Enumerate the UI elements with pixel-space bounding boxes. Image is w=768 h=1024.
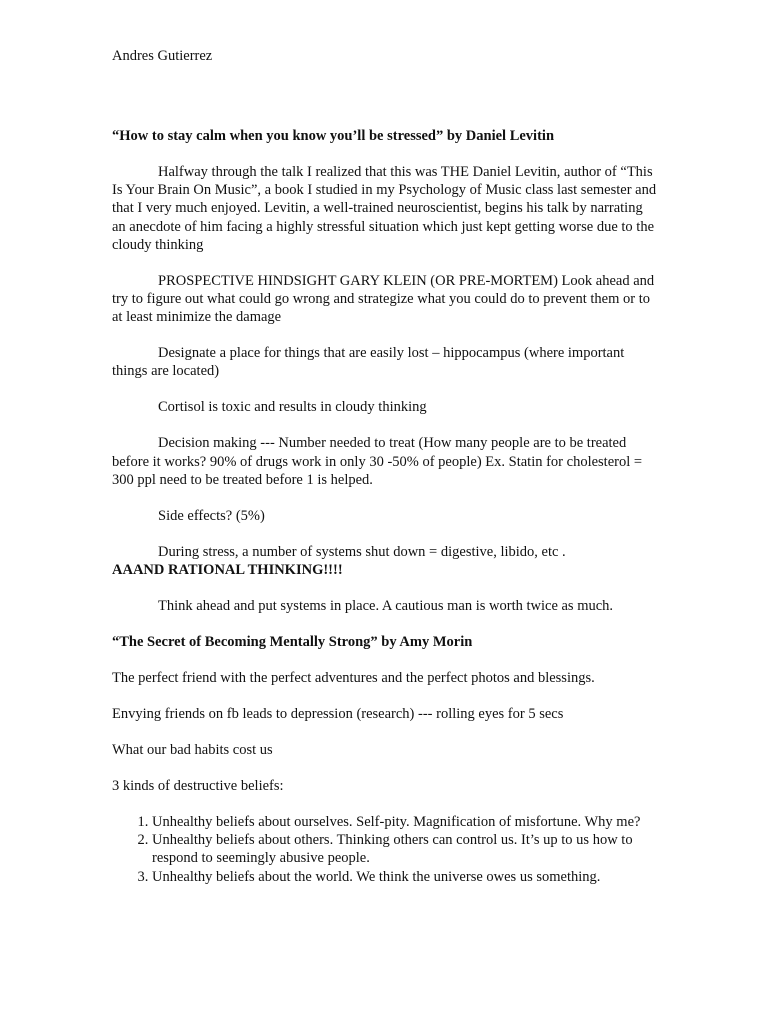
paragraph-think-ahead: Think ahead and put systems in place. A cautious man is worth twice as much. [158,598,614,615]
line-bad-habits: What our bad habits cost us [112,742,273,759]
paragraph-prospective-hindsight: PROSPECTIVE HINDSIGHT GARY KLEIN (OR PRE-MORTEM) Look ahead and try to figure out what could go wrong and strategize what you could do to prevent them or to at least minimize the damage [112,272,655,326]
paragraph-designate-place: Designate a place for things that are easily lost – hippocampus (where important things are located) [112,345,625,380]
document-body [112,127,657,886]
line-destructive-beliefs: 3 kinds of destructive beliefs: [112,778,284,795]
line-envying-friends: Envying friends on fb leads to depression (research) --- rolling eyes for 5 secs [112,706,564,723]
paragraph-levitin-intro: Halfway through the talk I realized that this was THE Daniel Levitin, author of “This Is Your Brain On Music”, a book I studied in my Psychology of Music class last semester and that I very much enjoyed. Levitin, a well-trained neuroscientist, begins his talk by narrating an anecdote of him facing a highly stressful situation which just kept getting worse due to the cloudy thinking [112,164,657,253]
list-item: 2. Unhealthy beliefs about others. Thinking others can control us. It’s up to us how to respond to seemingly abusive people. [152,831,657,867]
paragraph-side-effects: Side effects? (5%) [158,507,265,524]
stress-text: During stress, a number of systems shut down = digestive, libido, etc . [158,543,566,560]
beliefs-list [112,813,657,886]
talk-title-morin: “The Secret of Becoming Mentally Strong” by Amy Morin [112,634,473,651]
list-item: 1. Unhealthy beliefs about ourselves. Self-pity. Magnification of misfortune. Why me? [152,813,657,831]
talk-title-levitin: “How to stay calm when you know you’ll be stressed” by Daniel Levitin [112,128,555,144]
paragraph-stress [112,543,657,579]
author-name: Andres Gutierrez [112,48,213,64]
list-item: 3. Unhealthy beliefs about the world. We think the universe owes us something. [152,868,657,886]
rational-thinking-text: AAAND RATIONAL THINKING!!!! [112,562,343,579]
paragraph-cortisol: Cortisol is toxic and results in cloudy thinking [158,399,427,416]
paragraph-decision-making: Decision making --- Number needed to treat (How many people are to be treated before it works? 90% of drugs work in only 30 -50% of people) Ex. Statin for cholesterol = 300 ppl need to be treated before 1 is helped. [112,435,643,488]
line-perfect-friend: The perfect friend with the perfect adventures and the perfect photos and blessings. [112,670,595,687]
